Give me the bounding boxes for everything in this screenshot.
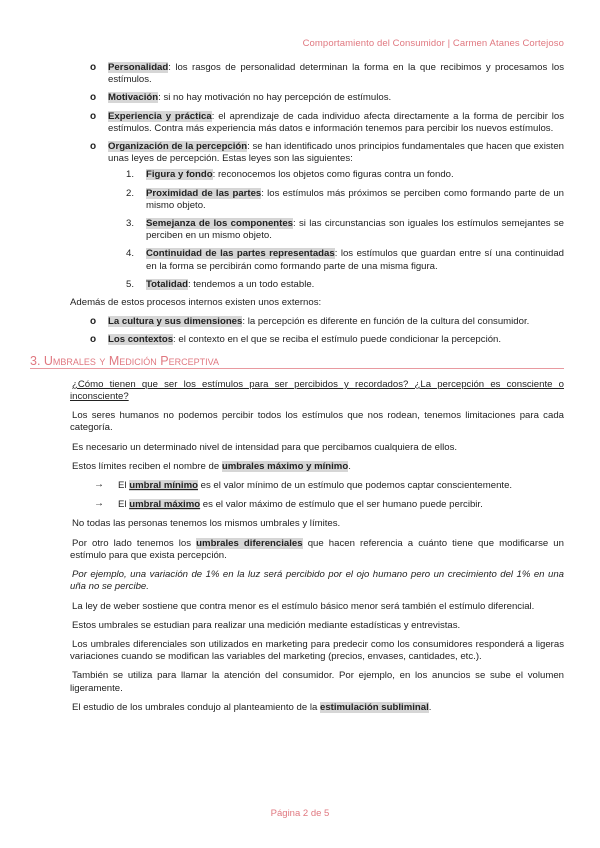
paragraph [70, 702, 564, 714]
text-segment: . [428, 701, 432, 713]
item-text: : si no hay motivación no hay percepción de estímulos. [158, 92, 392, 104]
list-number: 4. [126, 248, 135, 260]
list-item [108, 188, 564, 212]
term-highlight: Los contextos [108, 334, 174, 346]
perception-laws-list [108, 169, 564, 291]
item-text: : los estímulos que guardan entre sí una continuidad en la forma se percibirán como formando parte de una misma figura. [146, 248, 564, 272]
term-highlight: Motivación [108, 92, 159, 104]
text-segment: que hacen referencia a cuánto tiene que modificarse un estímulo para que exista percepción. [70, 537, 564, 561]
example-paragraph: Por ejemplo, una variación de 1% en la luz será percibido por el ojo humano pero un crecimiento del 1% en una uña no se percibe. [70, 569, 564, 593]
list-item [108, 218, 564, 242]
item-text: : el aprendizaje de cada individuo afecta directamente a la forma de percibir los estímulos. Contra más experiencia más datos e información tenemos para percibir los nuevos estímulos. [108, 110, 565, 134]
paragraph: También se utiliza para llamar la atención del consumidor. Por ejemplo, en los anuncios se sube el volumen ligeramente. [70, 670, 564, 694]
thresholds-list [70, 480, 564, 511]
item-text: : se han identificado unos principios fundamentales que hacen que existen unas leyes de percepción. Estas leyes son las siguientes: [108, 141, 564, 165]
paragraph: No todas las personas tenemos los mismos umbrales y límites. [72, 518, 341, 530]
term-highlight: umbrales diferenciales [196, 537, 303, 549]
item-text: : los estímulos más próximos se perciben como formando parte de un mismo objeto. [146, 187, 564, 211]
paragraph [70, 461, 564, 473]
list-item [70, 480, 564, 492]
arrow-right-icon: → [94, 498, 104, 510]
paragraph: Estos umbrales se estudian para realizar una medición mediante estadísticas y entrevistas. [72, 619, 461, 631]
bullet-o-icon: o [90, 92, 97, 104]
paragraph: Es necesario un determinado nivel de intensidad para que percibamos cualquiera de ellos. [72, 441, 458, 453]
item-text: : la percepción es diferente en función de la cultura del consumidor. [242, 316, 530, 328]
item-text: : si las circunstancias son iguales los estímulos semejantes se perciben en un mismo objeto. [146, 218, 564, 242]
term-highlight: Totalidad [146, 278, 188, 290]
list-number: 1. [126, 169, 135, 181]
term-highlight: estimulación subliminal [320, 701, 429, 713]
list-item [70, 92, 564, 104]
list-item [70, 111, 564, 135]
list-item [108, 169, 564, 181]
perception-factors-list [70, 62, 564, 291]
page-footer: Página 2 de 5 [270, 808, 330, 819]
bullet-o-icon: o [90, 141, 97, 153]
text-segment: El [118, 480, 130, 492]
item-text: : reconocemos los objetos como figuras contra un fondo. [212, 169, 454, 181]
text-segment: Estos límites reciben el nombre de [72, 460, 222, 472]
bullet-o-icon: o [90, 334, 97, 346]
paragraph: La ley de weber sostiene que contra menor es el estímulo básico menor será también el estímulo diferencial. [72, 600, 535, 612]
list-item [70, 141, 564, 291]
list-item [108, 248, 564, 272]
list-item [70, 62, 564, 86]
term-highlight: Semejanza de los componentes [146, 218, 294, 230]
text-segment: Por otro lado tenemos los [72, 537, 197, 549]
externals-intro: Además de estos procesos internos existen unos externos: [70, 297, 322, 309]
paragraph: Los seres humanos no podemos percibir todos los estímulos que nos rodean, tenemos limitaciones para cada categoría. [70, 410, 564, 434]
term-highlight: Personalidad [108, 62, 169, 73]
list-number: 3. [126, 218, 135, 230]
term-highlight: La cultura y sus dimensiones [108, 316, 243, 328]
paragraph: Los umbrales diferenciales son utilizados en marketing para predecir como los consumidores responderá a ligeras variaciones cuando se modifican las variables del marketing (precios, envases, cantidades, etc.). [70, 638, 564, 663]
term-highlight: umbral máximo [129, 499, 201, 511]
term-highlight: Organización de la percepción [108, 141, 248, 153]
item-text: es el valor mínimo de un estímulo que podemos captar conscientemente. [197, 480, 513, 492]
item-text: : el contexto en el que se reciba el estímulo puede condicionar la percepción. [173, 334, 502, 346]
item-text: es el valor máximo de estímulo que el ser humano puede percibir. [200, 499, 483, 511]
guiding-question: ¿Cómo tienen que ser los estímulos para ser percibidos y recordados? ¿La percepción es consciente o inconsciente? [70, 378, 564, 403]
item-text: : los rasgos de personalidad determinan la forma en la que recibimos y procesamos los estímulos. [108, 62, 564, 86]
bullet-o-icon: o [90, 110, 97, 122]
paragraph [70, 538, 564, 562]
bullet-o-icon: o [90, 62, 97, 73]
term-highlight: Figura y fondo [146, 169, 213, 181]
term-highlight: umbrales máximo y mínimo [221, 460, 349, 472]
page-content [30, 62, 565, 721]
list-item [70, 499, 564, 511]
list-item [70, 334, 564, 346]
arrow-right-icon: → [94, 479, 104, 491]
term-highlight: Continuidad de las partes representadas [146, 248, 335, 260]
text-segment: El estudio de los umbrales condujo al planteamiento de la [72, 701, 320, 713]
section-heading: 3. Umbrales y Medición Perceptiva [30, 355, 564, 369]
term-highlight: Proximidad de las partes [146, 187, 262, 199]
list-number: 5. [126, 278, 135, 290]
bullet-o-icon: o [90, 316, 97, 328]
term-highlight: umbral mínimo [129, 480, 198, 492]
item-text: : tendemos a un todo estable. [187, 278, 315, 290]
text-segment: El [118, 499, 130, 511]
term-highlight: Experiencia y práctica [108, 110, 212, 122]
external-factors-list [70, 316, 564, 346]
list-item [70, 316, 564, 328]
list-number: 2. [126, 187, 135, 199]
page-header: Comportamiento del Consumidor | Carmen Atanes Cortejoso [302, 38, 564, 49]
text-segment: . [348, 460, 351, 472]
list-item [108, 279, 564, 291]
